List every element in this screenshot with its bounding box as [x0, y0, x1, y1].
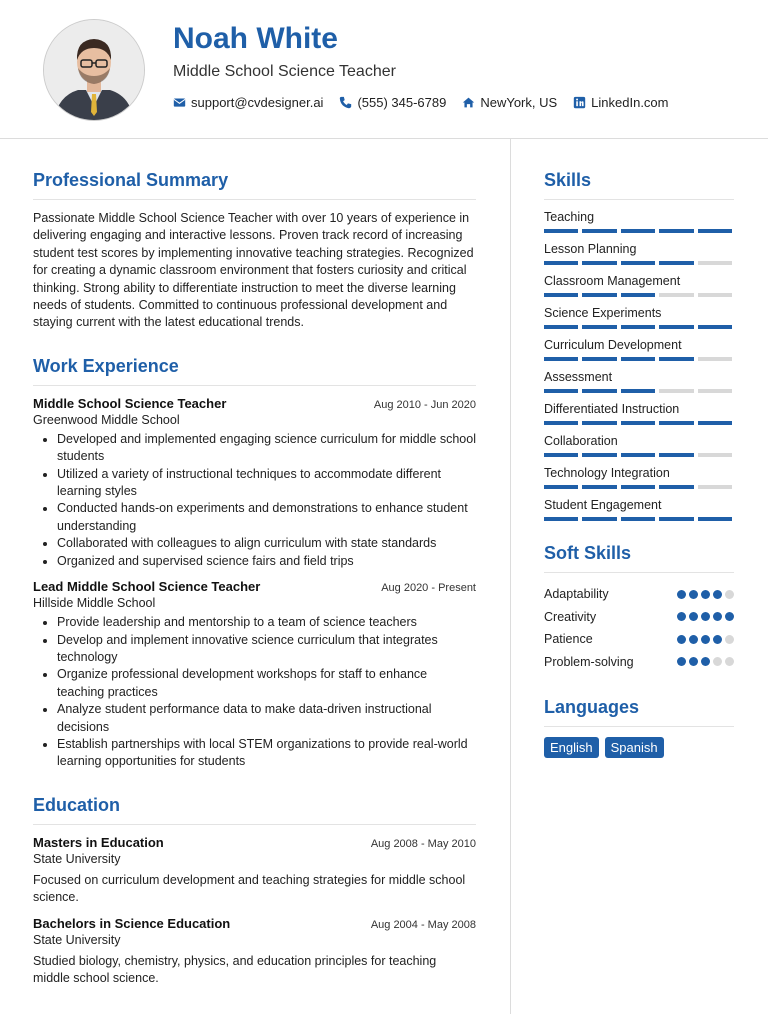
rating-segment — [582, 389, 616, 393]
soft-skills-section — [544, 543, 734, 673]
rating-segment — [544, 421, 578, 425]
education-header — [33, 835, 476, 850]
rating-segment — [621, 261, 655, 265]
rating-segment — [582, 453, 616, 457]
skill-rating-bar — [544, 261, 734, 265]
languages-section — [544, 697, 734, 758]
soft-skill-label: Creativity — [544, 609, 597, 624]
rating-segment — [659, 485, 693, 489]
avatar — [43, 19, 145, 121]
rating-segment — [659, 229, 693, 233]
job-date: Aug 2020 - Present — [381, 582, 476, 595]
envelope-icon — [173, 96, 186, 109]
skill-label: Curriculum Development — [544, 338, 682, 352]
rating-segment — [582, 485, 616, 489]
list-item: • Collaborated with colleagues to align curriculum with state standards — [57, 535, 476, 552]
contact-email-text: support@cvdesigner.ai — [191, 95, 324, 110]
language-tag: English — [544, 737, 599, 758]
rating-segment — [621, 357, 655, 361]
soft-skill-rating — [677, 635, 734, 644]
soft-skill-row — [544, 606, 734, 629]
skill-rating-bar — [544, 293, 734, 297]
skill-rating-bar — [544, 453, 734, 457]
rating-dot — [677, 612, 686, 621]
soft-skill-label: Adaptability — [544, 587, 609, 602]
soft-skill-rating — [677, 590, 734, 599]
rating-dot — [689, 612, 698, 621]
rating-segment — [698, 357, 732, 361]
job-entry — [33, 579, 476, 771]
education-header — [33, 916, 476, 931]
education-date: Aug 2004 - May 2008 — [370, 918, 476, 931]
rating-dot — [713, 657, 722, 666]
contact-email[interactable] — [173, 95, 323, 110]
soft-skill-rating — [677, 657, 734, 666]
degree-title: Masters in Education — [33, 834, 164, 850]
rating-segment — [621, 389, 655, 393]
education-desc: Focused on curriculum development and teaching strategies for middle school science. — [33, 872, 466, 905]
job-bullets — [33, 431, 476, 570]
education-date: Aug 2008 - May 2010 — [370, 837, 476, 850]
rating-segment — [544, 229, 578, 233]
rating-segment — [659, 261, 693, 265]
skill-label: Technology Integration — [544, 466, 670, 480]
summary-section — [33, 170, 476, 332]
skill-rating-bar — [544, 421, 734, 425]
rating-segment — [698, 325, 732, 329]
rating-segment — [582, 517, 616, 521]
job-header — [33, 396, 476, 411]
skills-title: Skills — [544, 170, 734, 200]
skill-label: Collaboration — [544, 434, 618, 448]
rating-segment — [621, 293, 655, 297]
rating-dot — [713, 635, 722, 644]
languages-title: Languages — [544, 697, 734, 727]
skill-label: Assessment — [544, 370, 613, 384]
skills-section — [544, 170, 734, 521]
rating-segment — [698, 421, 732, 425]
rating-dot — [713, 590, 722, 599]
language-tag: Spanish — [605, 737, 664, 758]
contact-phone[interactable] — [339, 95, 446, 110]
job-bullets — [33, 614, 476, 771]
rating-dot — [677, 657, 686, 666]
rating-segment — [698, 485, 732, 489]
rating-segment — [582, 421, 616, 425]
education-entry — [33, 916, 476, 988]
rating-segment — [621, 421, 655, 425]
rating-segment — [698, 389, 732, 393]
soft-skills-list — [544, 583, 734, 673]
list-item: • Conducted hands-on experiments and demonstrations to enhance student understanding — [57, 500, 476, 535]
contact-linkedin[interactable] — [573, 95, 668, 110]
rating-segment — [698, 229, 732, 233]
skill-label: Science Experiments — [544, 306, 662, 320]
rating-segment — [544, 517, 578, 521]
education-section — [33, 795, 476, 988]
skill-label: Teaching — [544, 210, 595, 224]
job-org: Hillside Middle School — [33, 596, 156, 611]
list-item: • Establish partnerships with local STEM organizations to provide real-world learning opportunities for students — [57, 736, 476, 771]
rating-segment — [698, 293, 732, 297]
rating-segment — [659, 325, 693, 329]
side-column — [544, 170, 734, 758]
rating-dot — [701, 612, 710, 621]
job-entry — [33, 396, 476, 570]
rating-segment — [659, 421, 693, 425]
rating-segment — [621, 229, 655, 233]
job-header — [33, 579, 476, 594]
resume-header — [0, 0, 768, 139]
rating-segment — [621, 485, 655, 489]
rating-segment — [582, 325, 616, 329]
rating-segment — [659, 293, 693, 297]
list-item: • Provide leadership and mentorship to a team of science teachers — [57, 614, 476, 631]
rating-segment — [544, 389, 578, 393]
skill-rating-bar — [544, 389, 734, 393]
rating-dot — [677, 635, 686, 644]
rating-segment — [659, 517, 693, 521]
job-title: Lead Middle School Science Teacher — [33, 579, 261, 595]
rating-dot — [725, 657, 734, 666]
rating-segment — [544, 293, 578, 297]
skills-list — [544, 210, 734, 521]
soft-skill-row — [544, 651, 734, 674]
list-item: • Analyze student performance data to make data-driven instructional decisions — [57, 701, 476, 736]
job-date: Aug 2010 - Jun 2020 — [373, 398, 476, 411]
skill-rating-bar — [544, 325, 734, 329]
rating-segment — [582, 261, 616, 265]
soft-skills-title: Soft Skills — [544, 543, 734, 573]
rating-dot — [689, 590, 698, 599]
summary-title: Professional Summary — [33, 170, 476, 200]
soft-skill-rating — [677, 612, 734, 621]
rating-dot — [701, 635, 710, 644]
rating-dot — [713, 612, 722, 621]
contact-list — [173, 95, 669, 110]
column-divider — [510, 139, 511, 1014]
rating-segment — [544, 261, 578, 265]
rating-dot — [677, 590, 686, 599]
soft-skill-row — [544, 628, 734, 651]
soft-skill-label: Patience — [544, 632, 593, 647]
rating-segment — [621, 453, 655, 457]
list-item: • Developed and implemented engaging science curriculum for middle school students — [57, 431, 476, 466]
home-icon — [462, 96, 475, 109]
skill-label: Student Engagement — [544, 498, 662, 512]
skill-rating-bar — [544, 229, 734, 233]
rating-segment — [544, 325, 578, 329]
main-column — [33, 170, 476, 987]
rating-segment — [698, 517, 732, 521]
school-name: State University — [33, 851, 121, 866]
list-item: • Utilized a variety of instructional techniques to accommodate different learning styles — [57, 466, 476, 501]
profile-photo-icon — [44, 20, 144, 120]
language-tags — [544, 737, 734, 758]
job-org: Greenwood Middle School — [33, 412, 180, 427]
work-section — [33, 356, 476, 771]
rating-dot — [725, 612, 734, 621]
education-entry — [33, 835, 476, 907]
education-title: Education — [33, 795, 476, 825]
contact-location — [462, 95, 557, 110]
soft-skill-row — [544, 583, 734, 606]
rating-dot — [701, 590, 710, 599]
phone-icon — [339, 96, 352, 109]
rating-dot — [725, 590, 734, 599]
school-name: State University — [33, 932, 121, 947]
rating-segment — [621, 517, 655, 521]
contact-linkedin-text: LinkedIn.com — [591, 95, 669, 110]
job-title: Middle School Science Teacher — [33, 395, 227, 411]
rating-segment — [621, 325, 655, 329]
rating-segment — [544, 357, 578, 361]
contact-location-text: NewYork, US — [480, 95, 558, 110]
candidate-title: Middle School Science Teacher — [173, 63, 396, 80]
rating-dot — [701, 657, 710, 666]
rating-segment — [582, 293, 616, 297]
education-desc: Studied biology, chemistry, physics, and education principles for teaching middle school science. — [33, 953, 437, 985]
rating-segment — [544, 453, 578, 457]
rating-segment — [659, 357, 693, 361]
linkedin-icon — [573, 96, 586, 109]
skill-label: Classroom Management — [544, 274, 681, 288]
rating-dot — [725, 635, 734, 644]
rating-segment — [659, 389, 693, 393]
contact-phone-text: (555) 345-6789 — [357, 95, 447, 110]
candidate-name: Noah White — [173, 22, 338, 55]
work-title: Work Experience — [33, 356, 476, 386]
rating-segment — [698, 261, 732, 265]
skill-rating-bar — [544, 357, 734, 361]
rating-dot — [689, 657, 698, 666]
degree-title: Bachelors in Science Education — [33, 915, 231, 931]
skill-label: Lesson Planning — [544, 242, 637, 256]
skill-rating-bar — [544, 517, 734, 521]
rating-segment — [698, 453, 732, 457]
skill-label: Differentiated Instruction — [544, 402, 680, 416]
list-item: • Organized and supervised science fairs and field trips — [57, 553, 476, 570]
list-item: • Develop and implement innovative science curriculum that integrates technology — [57, 632, 476, 667]
rating-segment — [582, 229, 616, 233]
soft-skill-label: Problem-solving — [544, 654, 634, 669]
rating-segment — [659, 453, 693, 457]
summary-text: Passionate Middle School Science Teacher with over 10 years of experience in delivering engaging and interactive lessons. Proven track record of increasing student test scores by implementing innovative teaching strategies. Recognized for creating a dynamic classroom environment that fosters curiosity and critical thinking. Strong ability to differentiate instruction to meet the diverse learning needs of students. Committed to continuous professional development and staying current with the latest educational trends. — [33, 211, 474, 330]
list-item: • Organize professional development workshops for staff to enhance teaching practices — [57, 666, 476, 701]
rating-segment — [582, 357, 616, 361]
rating-dot — [689, 635, 698, 644]
rating-segment — [544, 485, 578, 489]
skill-rating-bar — [544, 485, 734, 489]
